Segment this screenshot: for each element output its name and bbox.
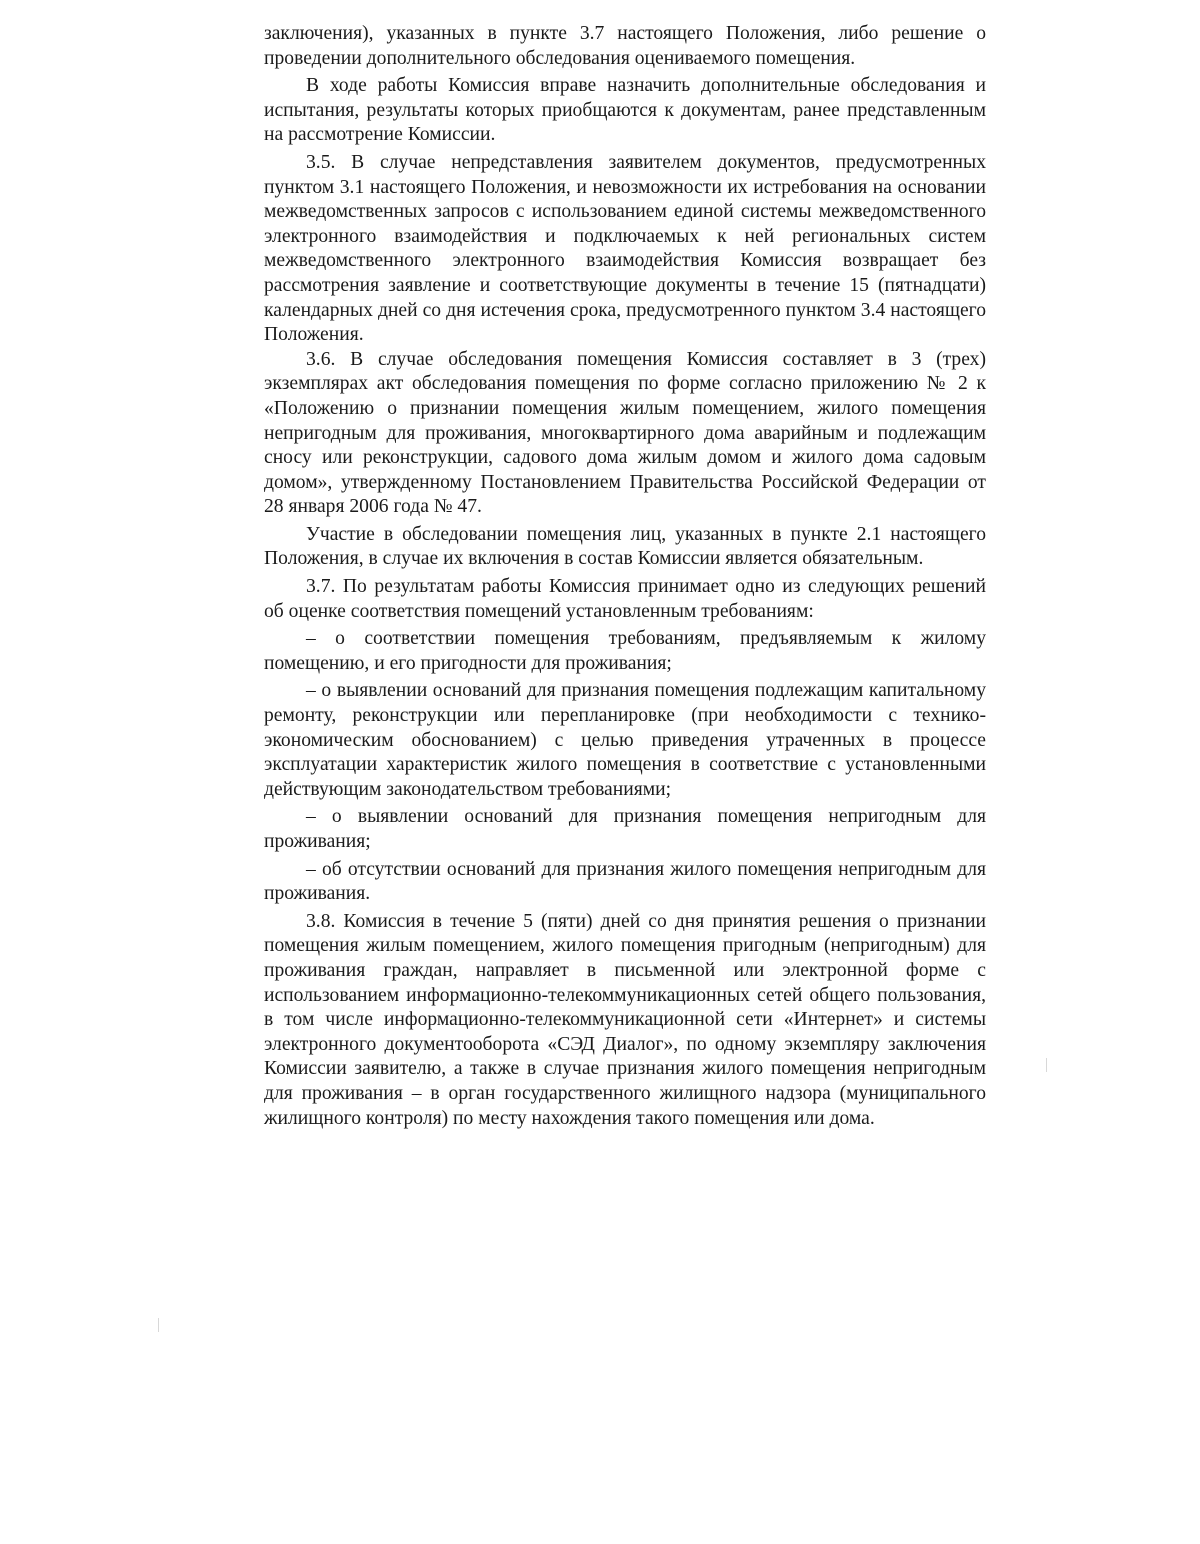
paragraph-3-6: 3.6. В случае обследования помещения Комиссия составляет в 3 (трех) экземплярах акт обследования помещения по форме согласно приложению № 2 к «Положению о признании помещения жилым помещением, жилого помещения непригодным для проживания, многоквартирного дома аварийным и подлежащим сносу или реконструкции, садового дома жилым домом и жилого дома садовым домом», утвержденному Постановлением Правительства Российской Федерации от 28 января 2006 года № 47. [264,348,986,518]
scan-artifact-left [158,1318,159,1332]
paragraph-3-7: 3.7. По результатам работы Комиссия принимает одно из следующих решений об оценке соответствия помещений установленным требованиям: [264,576,986,622]
decision-item-3: – о выявлении оснований для признания помещения непригодным для проживания; [264,806,986,852]
paragraph-additional-tests: В ходе работы Комиссия вправе назначить дополнительные обследования и испытания, результаты которых приобщаются к документам, ранее представленным на рассмотрение Комиссии. [264,75,986,146]
scan-artifact-right [1046,1058,1047,1072]
paragraph-3-5: 3.5. В случае непредставления заявителем документов, предусмотренных пунктом 3.1 настоящего Положения, и невозможности их истребования на основании межведомственных запросов с использованием единой системы межведомственного электронного взаимодействия и подключаемых к ней региональных систем межведомственного электронного взаимодействия Комиссия возвращает без рассмотрения заявление и соответствующие документы в течение 15 (пятнадцати) календарных дней со дня истечения срока, предусмотренного пунктом 3.4 настоящего Положения. [264,151,986,346]
document-body [264,22,986,1131]
decision-item-1: – о соответствии помещения требованиям, предъявляемым к жилому помещению, и его пригодности для проживания; [264,628,986,674]
paragraph-3-8: 3.8. Комиссия в течение 5 (пяти) дней со дня принятия решения о признании помещения жилым помещением, жилого помещения пригодным (непригодным) для проживания граждан, направляет в письменной или электронной форме с использованием информационно-телекоммуникационных сетей общего пользования, в том числе информационно-телекоммуникационной сети «Интернет» и системы электронного документооборота «СЭД Диалог», по одному экземпляру заключения Комиссии заявителю, а также в случае признания жилого помещения непригодным для проживания – в орган государственного жилищного надзора (муниципального жилищного контроля) по месту нахождения такого помещения или дома. [264,910,986,1129]
paragraph-participation: Участие в обследовании помещения лиц, указанных в пункте 2.1 настоящего Положения, в случае их включения в состав Комиссии является обязательным. [264,523,986,570]
decision-item-2: – о выявлении оснований для признания помещения подлежащим капитальному ремонту, реконструкции или перепланировке (при необходимости с технико-экономическим обоснованием) с целью приведения утраченных в процессе эксплуатации характеристик жилого помещения в соответствие с установленными действующим законодательством требованиями; [264,680,986,800]
decision-item-4: – об отсутствии оснований для признания жилого помещения непригодным для проживания. [264,858,986,905]
paragraph-continuation: заключения), указанных в пункте 3.7 настоящего Положения, либо решение о проведении дополнительного обследования оцениваемого помещения. [264,23,986,69]
